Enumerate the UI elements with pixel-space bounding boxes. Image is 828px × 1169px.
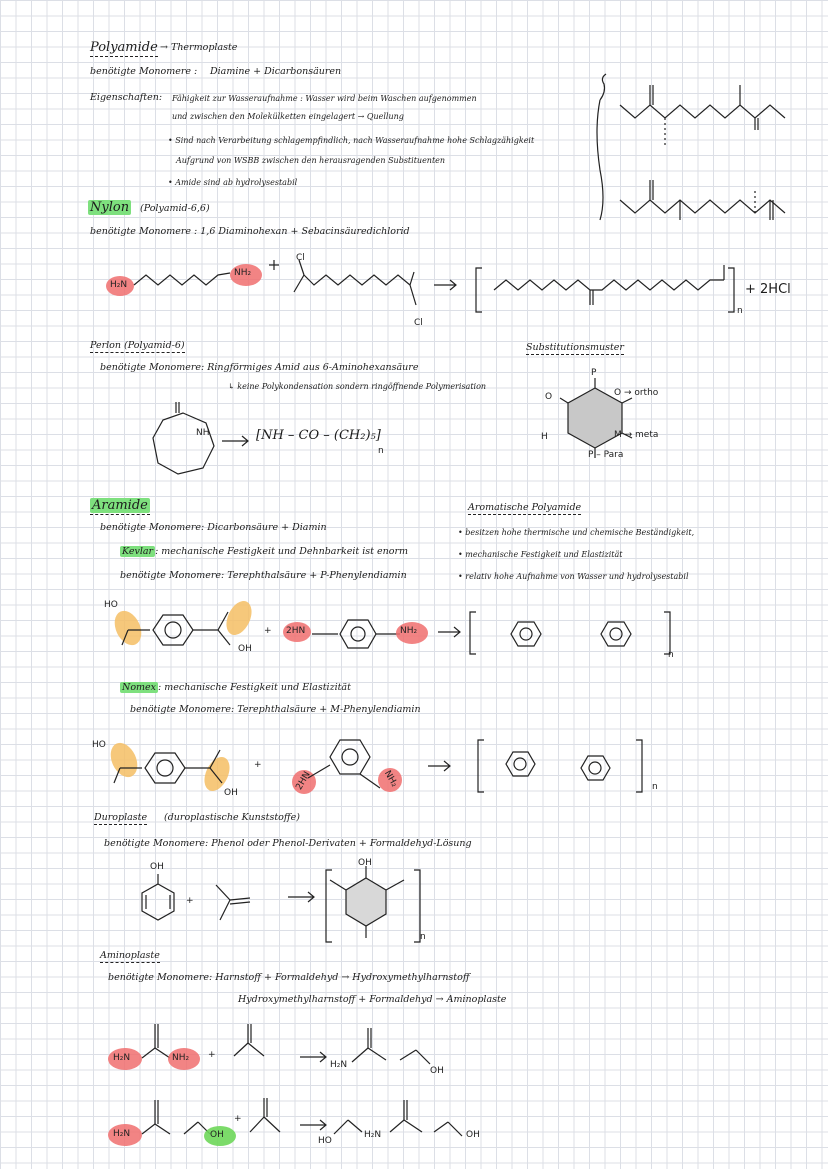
kevlar-nh2: NH₂ [400,626,418,636]
duroplaste-arrow [288,892,318,902]
perlon-note: ↳ keine Polykondensation sondern ringöffnende Polymerisation [228,382,487,391]
nomex-plus: + [254,760,262,770]
row2-product-h2n: H₂N [364,1130,382,1140]
urea-nh2: NH₂ [172,1053,190,1063]
nomex-label: Nomex [122,682,157,693]
nomex-line [120,682,351,693]
perlon-nh: NH [196,428,210,438]
aromatic-bullet-3: • relativ hohe Aufnahme von Wasser und hydrolysestabil [458,572,689,581]
row2-ho: HO [318,1136,332,1146]
duroplaste-title: Duroplaste [94,812,148,823]
urea-h2n: H₂N [113,1053,131,1063]
hmu-h2n: H₂N [330,1060,348,1070]
nylon-reaction-sketch [134,250,774,330]
formaldehyde-sketch-3 [244,1092,304,1142]
polyamide-monomers: Diamine + Dicarbonsäuren [210,66,342,77]
substitution-meta: M → meta [614,430,659,440]
nomex-nh2: NH₂ [381,769,400,789]
polyamide-hbond-sketch [600,70,800,230]
nomex-text: : mechanische Festigkeit und Elastizität [158,682,351,693]
hmu-oh: OH [430,1066,444,1076]
aminoplaste-plus-1: + [208,1050,216,1060]
row2-oh: OH [210,1130,224,1140]
phenol-resin-product [322,866,432,946]
p-phenylenediamine [308,614,408,654]
property-2b: Aufgrund von WSBB zwischen den herausragenden Substituenten [176,156,446,165]
terephthalic-acid [118,600,258,660]
caprolactam-ring [148,408,218,478]
nomex-ho: HO [92,740,106,750]
aminoplaste-title: Aminoplaste [100,950,160,961]
kevlar-n: n [668,650,674,660]
aromatic-b2: mechanische Festigkeit und Elastizität [465,550,623,559]
resin-n: n [420,932,426,942]
aromatic-b3: relativ hohe Aufnahme von Wasser und hydrolysestabil [465,572,689,581]
property-3-text: Amide sind ab hydrolysestabil [175,178,298,187]
phenol-oh: OH [150,862,164,872]
property-2: • Sind nach Verarbeitung schlagempfindlich, nach Wasseraufnahme hohe Schlagzähigkeit [168,136,535,145]
duroplaste-subtitle: (duroplastische Kunststoffe) [164,812,300,823]
nylon-subtitle: (Polyamid-6,6) [140,203,210,214]
nomex-terephthalic-acid [110,738,250,798]
nylon-h2n: H₂N [110,280,128,290]
substitution-o-left: O [545,392,553,402]
kevlar-line [120,546,408,557]
properties-label: Eigenschaften: [90,92,163,103]
row2-h2n: H₂N [113,1129,131,1139]
duroplaste-plus: + [186,896,194,906]
polyamide-thermo-arrow: → Thermoplaste [160,42,238,53]
aminoplaste-plus-2: + [234,1114,242,1124]
substitution-para: P – Para [588,450,624,460]
kevlar-text: : mechanische Festigkeit und Dehnbarkeit ist enorm [155,546,409,557]
property-1b: und zwischen den Molekülketten eingelagert → Quellung [172,112,404,121]
phenol-sketch [138,874,178,924]
kevlar-monomers: benötigte Monomere: Terephthalsäure + P-Phenylendiamin [120,570,407,581]
resin-oh: OH [358,858,372,868]
nomex-product [428,730,658,800]
nylon-title-text: Nylon [90,200,130,215]
aminoplast-product-sketch [334,1096,484,1146]
aminoplaste-arrow-2 [300,1120,330,1130]
substitution-p-top: P [591,368,597,378]
substitution-title: Substitutionsmuster [526,342,624,353]
aramide-monomers: benötigte Monomere: Dicarbonsäure + Diamin [100,522,327,533]
kevlar-ho: HO [104,600,118,610]
aramide-title-text: Aramide [92,498,148,513]
aromatic-bullet-2: • mechanische Festigkeit und Elastizität [458,550,623,559]
nomex-oh: OH [224,788,238,798]
substitution-h: H [541,432,548,442]
aromatic-bullet-1: • besitzen hohe thermische und chemische Beständigkeit, [458,528,695,537]
kevlar-product [438,604,678,664]
property-2-text: Sind nach Verarbeitung schlagempfindlich, nach Wasseraufnahme hohe Schlagzähigkeit [175,136,535,145]
row2-product-oh: OH [466,1130,480,1140]
nylon-nh2: NH₂ [234,268,252,278]
nylon-cl-bottom: Cl [414,318,423,328]
aramide-title [90,498,150,515]
property-3: • Amide sind ab hydrolysestabil [168,178,298,187]
kevlar-h2n: 2HN [286,626,306,636]
aminoplaste-monomers-2: Hydroxymethylharnstoff + Formaldehyd → Aminoplaste [238,994,507,1005]
kevlar-oh: OH [238,644,252,654]
formaldehyde-sketch [206,880,276,930]
aromatic-title: Aromatische Polyamide [468,502,582,513]
nylon-monomers: benötigte Monomere : 1,6 Diaminohexan + Sebacinsäuredichlorid [90,226,410,237]
perlon-n: n [378,446,384,456]
substitution-ortho: O → ortho [614,388,659,398]
nylon-byproduct: + 2HCl [745,282,791,297]
polyamide-monomers-label: benötigte Monomere : [90,66,198,77]
nomex-monomers: benötigte Monomere: Terephthalsäure + M-Phenylendiamin [130,704,421,715]
formaldehyde-sketch-2 [228,1018,288,1068]
property-1: Fähigkeit zur Wasseraufnahme : Wasser wird beim Waschen aufgenommen [172,94,477,103]
perlon-arrow [222,436,252,446]
nylon-cl-top: Cl [296,253,305,263]
aminoplaste-monomers: benötigte Monomere: Harnstoff + Formaldehyd → Hydroxymethylharnstoff [108,972,470,983]
nylon-n: n [737,306,743,316]
kevlar-label: Kevlar [122,546,154,557]
aminoplaste-arrow-1 [300,1052,330,1062]
kevlar-plus: + [264,626,272,636]
perlon-monomers: benötigte Monomere: Ringförmiges Amid aus 6-Aminohexansäure [100,362,419,373]
nomex-n: n [652,782,658,792]
polyamide-title: Polyamide [90,40,158,55]
duroplaste-monomers: benötigte Monomere: Phenol oder Phenol-Derivaten + Formaldehyd-Lösung [104,838,472,849]
perlon-title: Perlon (Polyamid-6) [90,340,185,351]
aromatic-b1: besitzen hohe thermische und chemische Beständigkeit, [465,528,695,537]
nylon-title [88,200,131,215]
perlon-product: [NH – CO – (CH₂)₅] [256,428,381,443]
nomex-h2n: 2HN [294,770,313,792]
